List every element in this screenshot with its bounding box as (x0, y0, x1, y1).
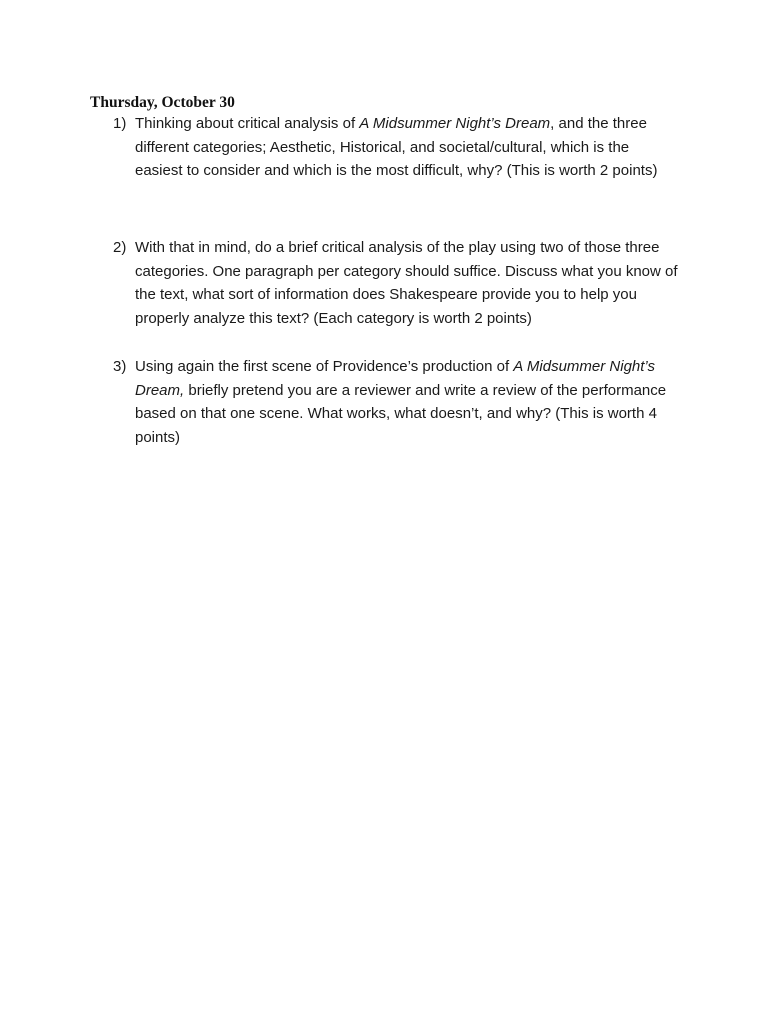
question-text (135, 355, 680, 450)
play-title-italic: A Midsummer Night’s Dream, (135, 358, 655, 399)
question-number: 2) (113, 239, 127, 256)
question-text-segment: Thinking about critical analysis of (135, 115, 360, 132)
question-text-segment: , and the three different categories; Aesthetic, Historical, and societal/cultural, which is the easiest to consider and which is the most difficult, why? (This is worth 2 points) (135, 115, 658, 180)
date-heading: Thursday, October 30 (90, 94, 235, 111)
play-title-italic: A Midsummer Night’s Dream (359, 115, 551, 132)
question-text (135, 112, 680, 183)
question-number: 3) (113, 358, 127, 375)
question-text-segment: With that in mind, do a brief critical analysis of the play using two of those three categories. One paragraph per category should suffice. Discuss what you know of the text, what sort of information does Shakespeare provide you to help you properly analyze this text? (Each category is worth 2 points) (135, 239, 678, 328)
question-text-segment: Using again the first scene of Providence’s production of (135, 358, 514, 375)
question-text-segment: briefly pretend you are a reviewer and write a review of the performance based on that one scene. What works, what doesn’t, and why? (This is worth 4 points) (135, 381, 667, 447)
question-number: 1) (113, 115, 127, 132)
question-text (135, 236, 680, 331)
